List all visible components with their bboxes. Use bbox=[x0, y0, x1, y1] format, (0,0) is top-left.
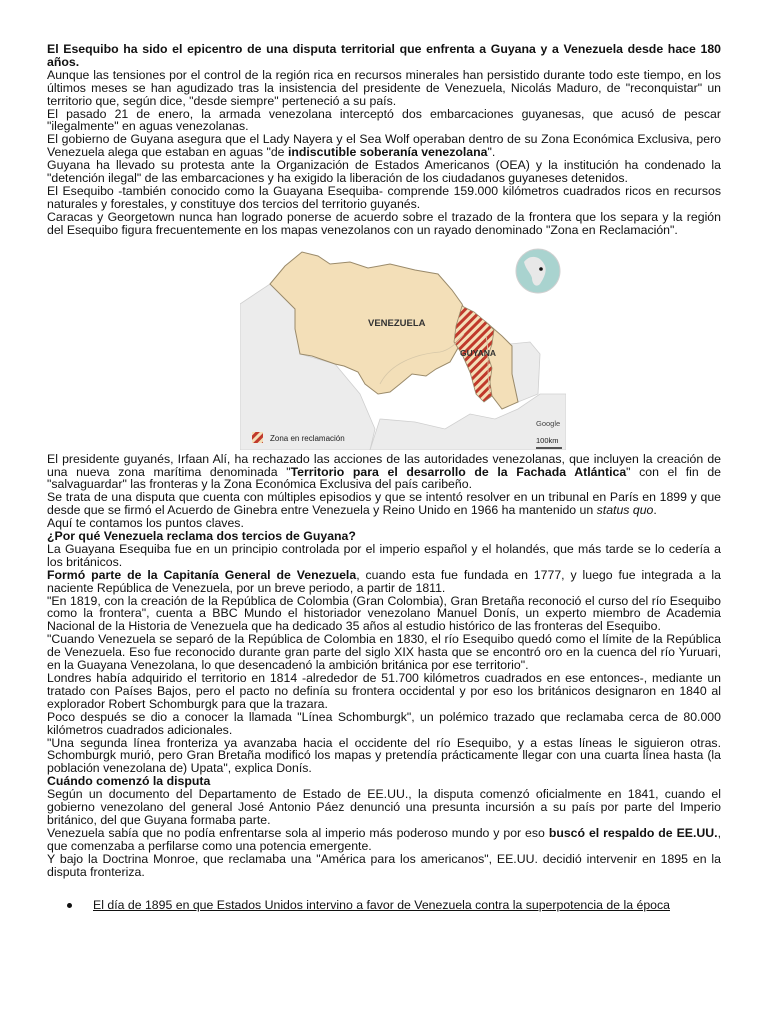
paragraph: Aunque las tensiones por el control de la región rica en recursos minerales han persistido durante todo este tiempo, en los últimos meses se han agudizado tras la insistencia del presidente de Venezuela, Nicolás Maduro, de "reconquistar" un territorio que, según dice, "desde siempre" perteneció a su país. bbox=[47, 67, 721, 108]
paragraph bbox=[47, 453, 721, 492]
article bbox=[47, 43, 721, 911]
paragraph: El Esequibo -también conocido como la Guayana Esequiba- comprende 159.000 kilómetros cuadrados ricos en recursos naturales y forestales, y constituye dos tercios del territorio guyanés. bbox=[47, 183, 721, 211]
bold-run: Territorio para el desarrollo de la Fachada Atlántica bbox=[290, 464, 627, 479]
paragraph bbox=[47, 569, 721, 595]
paragraph: Londres había adquirido el territorio en 1814 -alrededor de 51.700 kilómetros cuadrados en ese entonces-, mediante un tratado con Países Bajos, pero el pacto no definía su frontera occidental y por eso los británicos designaron en 1840 al explorador Robert Schomburgk para que la trazara. bbox=[47, 671, 721, 711]
paragraph: El pasado 21 de enero, la armada venezolana interceptó dos embarcaciones guyanesas, que acusó de pescar "ilegalmente" en aguas venezolanas. bbox=[47, 106, 721, 134]
article-title: El Esequibo ha sido el epicentro de una disputa territorial que enfrenta a Guyana y a Venezuela desde hace 180 años. bbox=[47, 42, 721, 69]
paragraph: La Guayana Esequiba fue en un principio controlada por el imperio español y el holandés, que más tarde se lo cedería a los británicos. bbox=[47, 541, 721, 569]
text-run: , que comenzaba a perfilarse como una potencia emergente. bbox=[47, 825, 721, 853]
paragraph: Según un documento del Departamento de Estado de EE.UU., la disputa comenzó oficialmente en 1841, cuando el gobierno venezolano del general José Antonio Páez denunció una presunta incursión a su país por parte del Imperio británico, del que Guyana formaba parte. bbox=[47, 787, 721, 827]
paragraph: "Una segunda línea fronteriza ya avanzaba hacia el occidente del río Esequibo, y a estas líneas le siguieron otras. Schomburgk murió, pero Gran Bretaña modificó los mapas y pretendía prácticamente llegar con una cuarta línea hasta (la población venezolana de) Upata", explica Donís. bbox=[47, 735, 721, 776]
paragraph bbox=[47, 827, 721, 853]
bullet-icon bbox=[67, 903, 72, 908]
section-heading: ¿Por qué Venezuela reclama dos tercios de Guyana? bbox=[47, 529, 356, 544]
paragraph bbox=[47, 133, 721, 159]
text-run: Se trata de una disputa que cuenta con múltiples episodios y que se intentó resolver en un tribunal en París en 1899 y que desde que se firmó el Acuerdo de Ginebra entre Venezuela y Reino Unido en 1966 ha mantenido un bbox=[47, 490, 721, 518]
globe-locator-icon bbox=[514, 247, 562, 295]
text-run: ". bbox=[487, 145, 496, 160]
map-label-venezuela: VENEZUELA bbox=[368, 317, 426, 329]
bold-run: buscó el respaldo de EE.UU. bbox=[548, 825, 718, 840]
paragraph: "Cuando Venezuela se separó de la República de Colombia en 1830, el río Esequibo quedó como el límite de la República de Venezuela. Eso fue reconocido durante gran parte del siglo XIX hasta que se encontró oro en la cuenca del río Yuruari, en la Guayana Venezolana, lo que desencadenó la ambición británica por ese territorio". bbox=[47, 632, 721, 673]
paragraph: Poco después se dio a conocer la llamada "Línea Schomburgk", un polémico trazado que reclamaba cerca de 80.000 kilómetros cuadrados adicionales. bbox=[47, 709, 721, 737]
hatch-legend-icon bbox=[252, 432, 263, 443]
related-article-link[interactable]: El día de 1895 en que Estados Unidos intervino a favor de Venezuela contra la superpotencia de la época bbox=[93, 897, 670, 912]
bold-run: Formó parte de la Capitanía General de Venezuela bbox=[47, 567, 357, 582]
map-figure bbox=[240, 244, 566, 450]
text-run: , cuando esta fue fundada en 1777, y luego fue integrada a la naciente República de Venezuela, por un breve periodo, a partir de 1811. bbox=[47, 567, 721, 595]
section-heading: Cuándo comenzó la disputa bbox=[47, 774, 211, 789]
map-label-guyana: GUYANA bbox=[460, 347, 497, 358]
paragraph: Guyana ha llevado su protesta ante la Organización de Estados Americanos (OEA) y la institución ha condenado la "detención ilegal" de las embarcaciones y ha exigido la liberación de los ciudadanos guyaneses detenidos. bbox=[47, 158, 721, 186]
text-run: El gobierno de Guyana asegura que el Lady Nayera y el Sea Wolf operaban dentro de su Zona Económica Exclusiva, pero Venezuela alega que estaban en aguas "de bbox=[47, 132, 721, 160]
map-attribution: Google bbox=[536, 418, 561, 428]
italic-run: status quo bbox=[596, 503, 654, 518]
text-run: Venezuela sabía que no podía enfrentarse sola al imperio más poderoso mundo y por eso bbox=[47, 825, 549, 840]
text-run: " con el fin de "salvaguardar" las fronteras y la Zona Económica Exclusiva del país caribeño. bbox=[47, 464, 721, 492]
paragraph bbox=[47, 491, 721, 517]
paragraph: Aquí te contamos los puntos claves. bbox=[47, 516, 244, 531]
legend-label: Zona en reclamación bbox=[270, 433, 345, 443]
paragraph: Caracas y Georgetown nunca han logrado ponerse de acuerdo sobre el trazado de la frontera que los separa y la región del Esequibo figura frecuentemente en los mapas venezolanos con un rayado denominado "Zona en Reclamación". bbox=[47, 209, 721, 237]
paragraph: Y bajo la Doctrina Monroe, que reclamaba una "América para los americanos", EE.UU. decidió intervenir en 1895 en la disputa fronteriza. bbox=[47, 851, 721, 879]
related-link-item bbox=[47, 899, 721, 912]
paragraph: "En 1819, con la creación de la República de Colombia (Gran Colombia), Gran Bretaña reconoció el curso del río Esequibo como la frontera", cuenta a BBC Mundo el historiador venezolano Manuel Donís, un experto miembro de Academia Nacional de la Historia de Venezuela que ha dedicado 35 años al estudio histórico de las fronteras del Esequibo. bbox=[47, 593, 721, 634]
map-image bbox=[240, 244, 566, 450]
bold-run: indiscutible soberanía venezolana bbox=[287, 145, 488, 160]
text-run: . bbox=[653, 503, 657, 518]
scale-label: 100km bbox=[536, 435, 559, 445]
text-run: El presidente guyanés, Irfaan Alí, ha rechazado las acciones de las autoridades venezolanas, que incluyen la creación de una nueva zona marítima denominada " bbox=[47, 451, 721, 479]
